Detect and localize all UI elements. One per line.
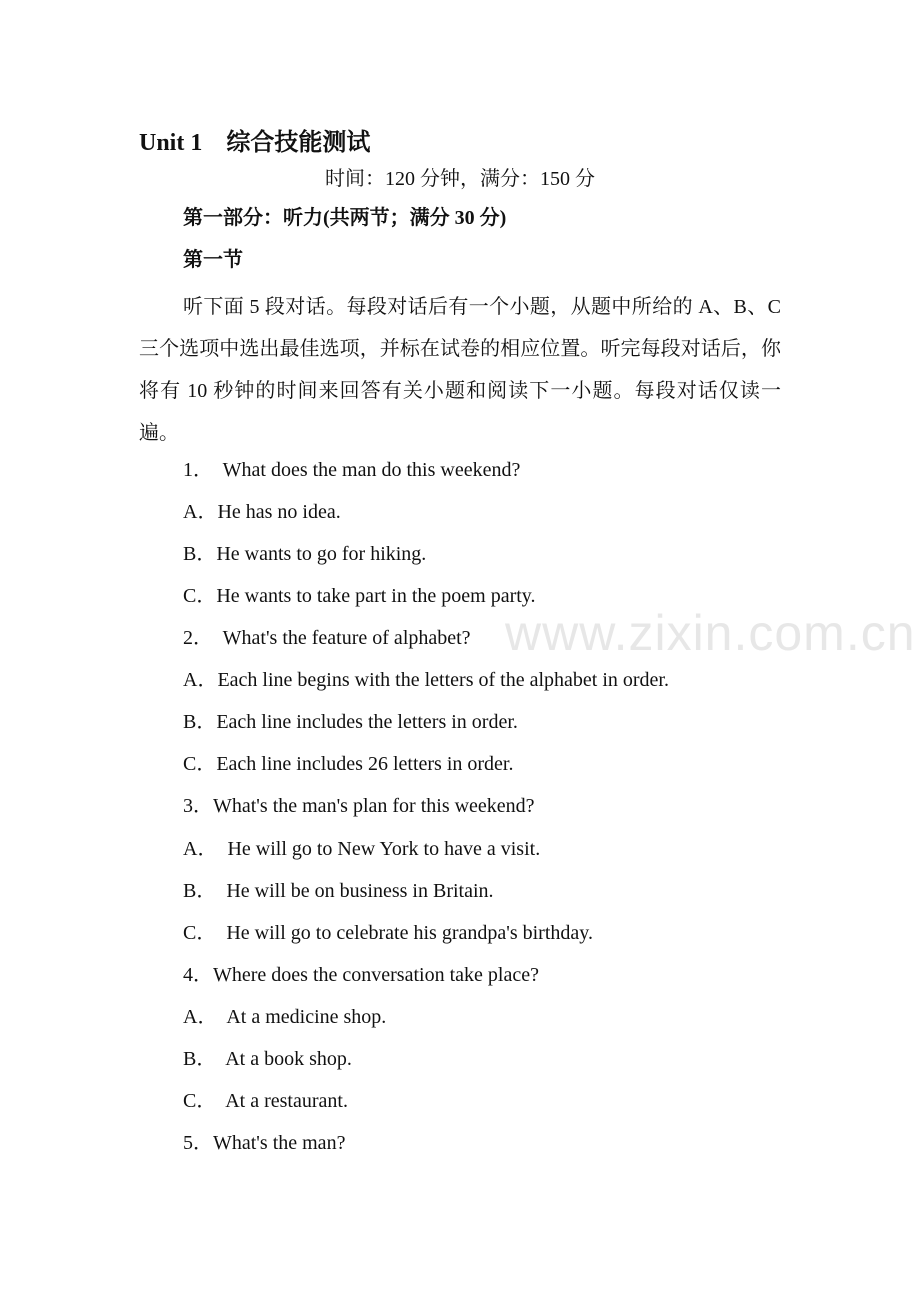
site-watermark: www.zixin.com.cn — [505, 605, 916, 661]
section-heading: 第一节 — [183, 249, 243, 271]
question-3: 3．What's the man's plan for this weekend? — [183, 795, 535, 817]
question-5: 5．What's the man? — [183, 1132, 346, 1154]
question-2: 2． What's the feature of alphabet? — [183, 627, 471, 649]
page-title: Unit 1 综合技能测试 — [139, 130, 371, 156]
question-2-option-c: C．Each line includes 26 letters in order. — [183, 753, 514, 775]
time-and-score-text: 时间：120 分钟，满分：150 分 — [325, 168, 595, 190]
part-heading: 第一部分：听力(共两节；满分 30 分) — [183, 207, 507, 229]
question-1-option-a: A．He has no idea. — [183, 501, 341, 523]
question-3-option-c: C． He will go to celebrate his grandpa's birthday. — [183, 922, 593, 944]
question-1: 1． What does the man do this weekend? — [183, 459, 521, 481]
question-1-option-c: C．He wants to take part in the poem party. — [183, 585, 536, 607]
question-2-option-a: A．Each line begins with the letters of the alphabet in order. — [183, 669, 669, 691]
question-3-option-b: B． He will be on business in Britain. — [183, 880, 494, 902]
question-4: 4．Where does the conversation take place? — [183, 964, 539, 986]
question-3-option-a: A． He will go to New York to have a visit. — [183, 838, 541, 860]
question-1-option-b: B．He wants to go for hiking. — [183, 543, 427, 565]
question-2-option-b: B．Each line includes the letters in order. — [183, 711, 518, 733]
question-4-option-a: A． At a medicine shop. — [183, 1006, 387, 1028]
question-4-option-c: C． At a restaurant. — [183, 1090, 348, 1112]
time-and-score — [0, 162, 920, 191]
question-4-option-b: B． At a book shop. — [183, 1048, 352, 1070]
instructions-paragraph: 听下面 5 段对话。每段对话后有一个小题，从题中所给的 A、B、C 三个选项中选出最佳选项，并标在试卷的相应位置。听完每段对话后，你将有 10 秒钟的时间来回答有关小题和阅读下一小题。每段对话仅读一遍。 — [139, 296, 781, 444]
